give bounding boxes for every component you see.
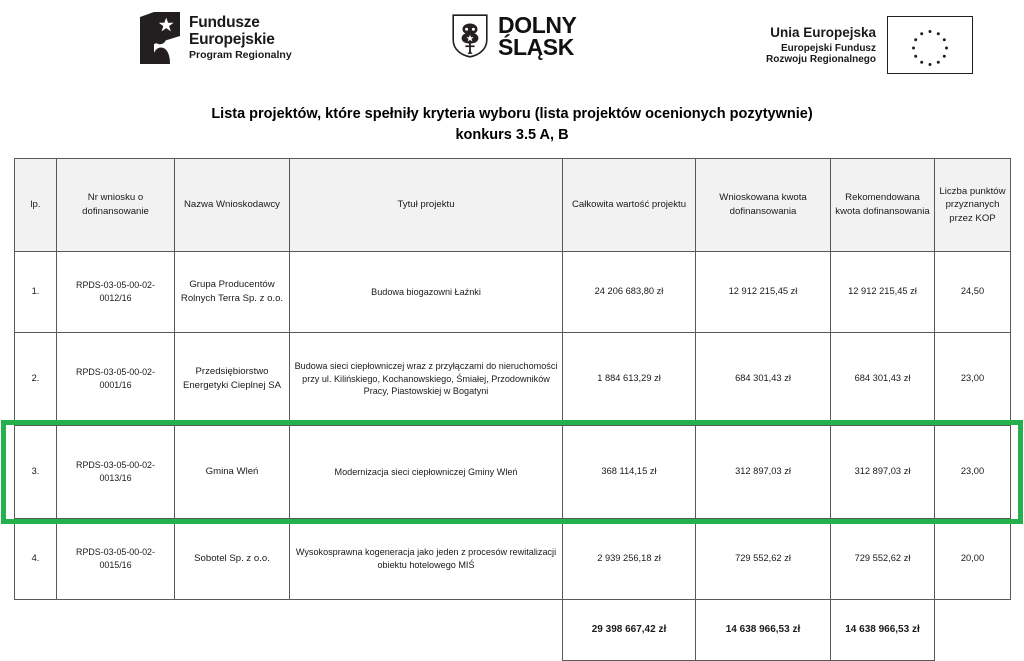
logo-unia-europejska (766, 16, 973, 74)
fundusze-europejskie-text (189, 15, 292, 61)
unia-europejska-text (766, 25, 876, 65)
fundusze-europejskie-star-mark (140, 12, 180, 64)
col-header-lp: lp. (15, 159, 57, 252)
logo-bar (0, 0, 1024, 88)
cell-nr-wniosku: RPDS-03-05-00-02-0015/16 (57, 519, 175, 600)
cell-rekomendowana: 312 897,03 zł (831, 426, 935, 519)
cell-lp: 2. (15, 333, 57, 426)
cell-tytul: Modernizacja sieci ciepłowniczej Gminy Wleń (290, 426, 563, 519)
table-row (15, 252, 1011, 333)
col-header-wnioskowana: Wnioskowana kwota dofinansowania (696, 159, 831, 252)
cell-lp: 1. (15, 252, 57, 333)
eu-flag-stars-icon (887, 16, 973, 74)
cell-nazwa: Sobotel Sp. z o.o. (175, 519, 290, 600)
cell-rekomendowana: 12 912 215,45 zł (831, 252, 935, 333)
fe-line-3: Program Regionalny (189, 49, 292, 62)
fe-line-2: Europejskie (189, 30, 275, 48)
col-header-rekomendowana: Rekomendowana kwota dofinansowania (831, 159, 935, 252)
table-row-highlighted (15, 426, 1011, 519)
dolny-slask-eagle-crest (452, 14, 488, 58)
logo-dolny-slask (452, 12, 577, 61)
cell-nazwa: Gmina Wleń (175, 426, 290, 519)
cell-nazwa: Grupa Producentów Rolnych Terra Sp. z o.o. (175, 252, 290, 333)
cell-tytul: Budowa biogazowni Łaźnki (290, 252, 563, 333)
projects-table-wrap (14, 158, 1010, 661)
summary-spacer-punkty (935, 600, 1011, 661)
cell-calkowita: 368 114,15 zł (563, 426, 696, 519)
ds-line-1: DOLNY (498, 12, 577, 38)
col-header-calkowita: Całkowita wartość projektu (563, 159, 696, 252)
logo-fundusze-europejskie (140, 12, 292, 64)
cell-tytul: Budowa sieci ciepłowniczej wraz z przyłączami do nieruchomości przy ul. Kilińskiego, Kochanowskiego, Śmiałej, Przodowników Pracy, Piastowskiej w Bogatyni (290, 333, 563, 426)
ue-line-3: Rozwoju Regionalnego (766, 54, 876, 66)
table-row (15, 333, 1011, 426)
ue-line-1: Unia Europejska (770, 24, 876, 40)
cell-nr-wniosku: RPDS-03-05-00-02-0013/16 (57, 426, 175, 519)
cell-lp: 4. (15, 519, 57, 600)
cell-tytul: Wysokosprawna kogeneracja jako jeden z procesów rewitalizacji obiektu hotelowego MIŚ (290, 519, 563, 600)
col-header-punkty: Liczba punktów przyznanych przez KOP (935, 159, 1011, 252)
summary-rekomendowana: 14 638 966,53 zł (831, 600, 935, 661)
cell-wnioskowana: 684 301,43 zł (696, 333, 831, 426)
col-header-nazwa: Nazwa Wnioskodawcy (175, 159, 290, 252)
table-row (15, 519, 1011, 600)
cell-nr-wniosku: RPDS-03-05-00-02-0012/16 (57, 252, 175, 333)
cell-nazwa: Przedsiębiorstwo Energetyki Cieplnej SA (175, 333, 290, 426)
page-title (72, 88, 952, 158)
cell-rekomendowana: 729 552,62 zł (831, 519, 935, 600)
table-header (15, 159, 1011, 252)
dolny-slask-text (498, 12, 577, 61)
cell-wnioskowana: 729 552,62 zł (696, 519, 831, 600)
col-header-nr-wniosku: Nr wniosku o dofinansowanie (57, 159, 175, 252)
cell-calkowita: 2 939 256,18 zł (563, 519, 696, 600)
ds-line-2: ŚLĄSK (498, 34, 574, 61)
cell-nr-wniosku: RPDS-03-05-00-02-0001/16 (57, 333, 175, 426)
table-summary-row (15, 600, 1011, 661)
cell-punkty: 23,00 (935, 426, 1011, 519)
cell-rekomendowana: 684 301,43 zł (831, 333, 935, 426)
cell-lp: 3. (15, 426, 57, 519)
summary-spacer-nazwa (175, 600, 290, 661)
cell-punkty: 24,50 (935, 252, 1011, 333)
col-header-tytul: Tytuł projektu (290, 159, 563, 252)
cell-punkty: 20,00 (935, 519, 1011, 600)
table-header-row (15, 159, 1011, 252)
cell-wnioskowana: 12 912 215,45 zł (696, 252, 831, 333)
cell-calkowita: 24 206 683,80 zł (563, 252, 696, 333)
summary-spacer-lp (15, 600, 57, 661)
summary-wnioskowana: 14 638 966,53 zł (696, 600, 831, 661)
summary-spacer-tytul (290, 600, 563, 661)
fe-line-1: Fundusze (189, 14, 260, 32)
cell-wnioskowana: 312 897,03 zł (696, 426, 831, 519)
projects-table (14, 158, 1011, 661)
table-body (15, 252, 1011, 661)
cell-calkowita: 1 884 613,29 zł (563, 333, 696, 426)
page-title-line-1: Lista projektów, które spełniły kryteria wyboru (lista projektów ocenionych pozytywnie) (211, 106, 813, 122)
page-title-line-2: konkurs 3.5 A, B (455, 127, 569, 144)
summary-calkowita: 29 398 667,42 zł (563, 600, 696, 661)
ue-line-2: Europejski Fundusz (780, 42, 876, 54)
summary-spacer-nr (57, 600, 175, 661)
cell-punkty: 23,00 (935, 333, 1011, 426)
